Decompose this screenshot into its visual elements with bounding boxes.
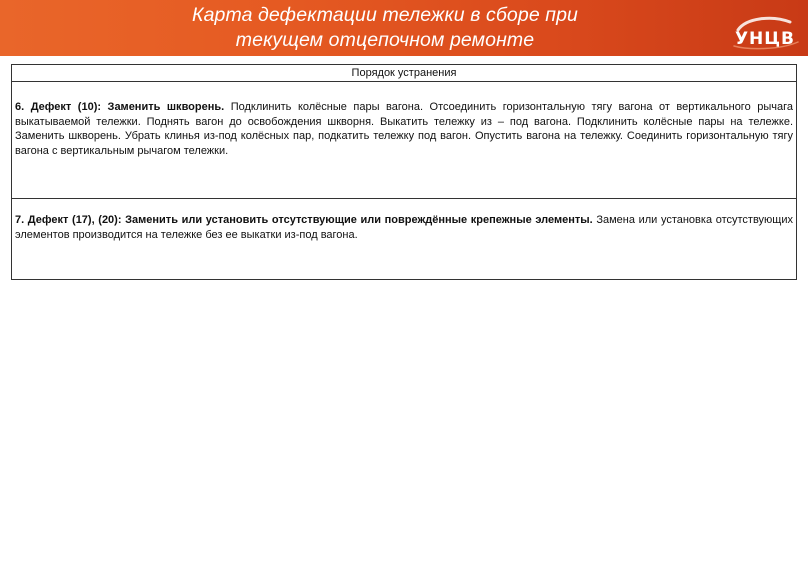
defect-title: 6. Дефект (10): Заменить шкворень.	[15, 101, 225, 113]
table-row	[12, 82, 797, 199]
column-header: Порядок устранения	[12, 65, 797, 82]
defect-description: Замена или установка отсутствующих элементов производится на тележке без ее выкатки из-под вагона.	[15, 214, 793, 241]
table-cell	[12, 199, 797, 280]
page-title-line-1: Карта дефектации тележки в сборе при	[191, 4, 579, 26]
defect-table	[11, 64, 797, 280]
page-title	[90, 3, 680, 53]
defect-title: 7. Дефект (17), (20): Заменить или установить отсутствующие или повреждённые крепежные элементы.	[15, 214, 593, 226]
table-header-row	[12, 65, 797, 82]
defect-description: Подклинить колёсные пары вагона. Отсоединить горизонтальную тягу вагона от вертикального рычага выкатываемой тележки. Поднять вагон до освобождения шкворня. Выкатить тележку из – под вагона. Подклинить колёсные пары на тележке. Заменить шкворень. Убрать клинья из-под колёсных пар, подкатить тележку под вагон. Опустить вагона на тележку. Соединить горизонтальную тягу вагона с вертикальным рычагом тележки.	[15, 101, 793, 157]
page-title-line-2: текущем отцепочном ремонте	[235, 29, 535, 51]
header-bar	[0, 0, 808, 56]
table-row	[12, 199, 797, 280]
logo	[728, 16, 802, 50]
table-cell	[12, 82, 797, 199]
logo-text: УНЦВ	[734, 29, 796, 49]
